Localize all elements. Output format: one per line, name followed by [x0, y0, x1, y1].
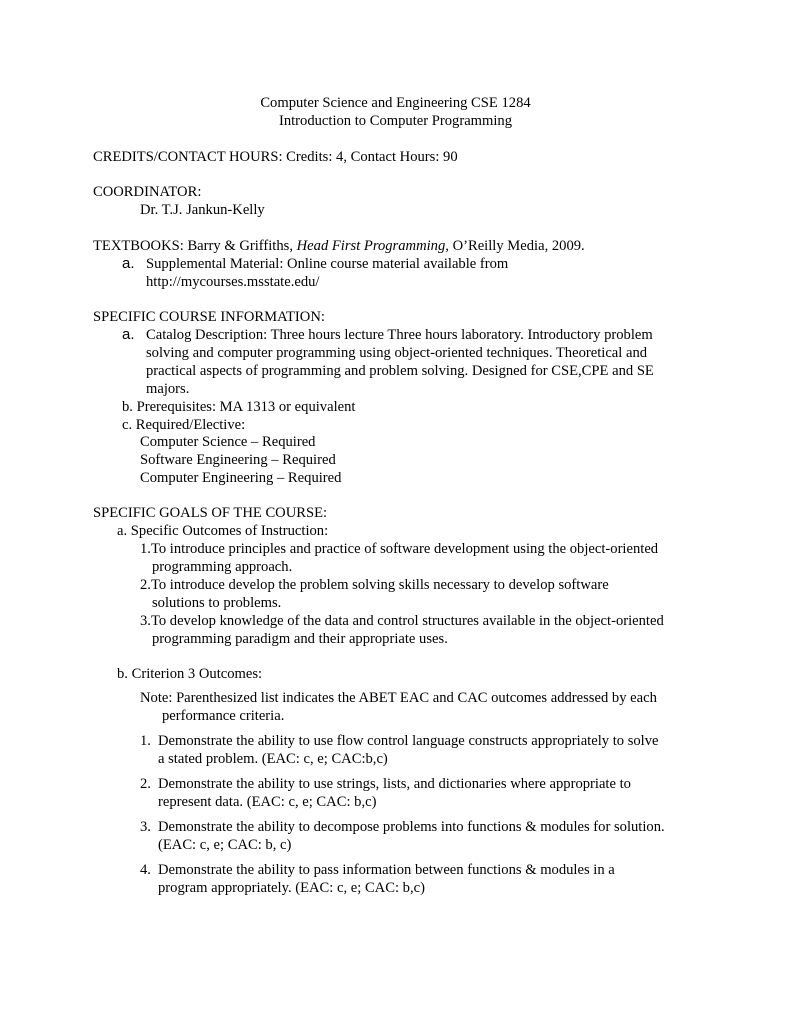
criterion-number: 3. — [140, 819, 151, 835]
criterion-line: Demonstrate the ability to decompose problems into functions & modules for solution. — [158, 819, 665, 835]
criterion-number: 1. — [140, 733, 151, 749]
criterion-number: 2. — [140, 776, 151, 792]
supplement-marker: a. — [122, 255, 135, 272]
note-line-1: Note: Parenthesized list indicates the ABET EAC and CAC outcomes addressed by each — [140, 690, 657, 706]
criterion-line: Demonstrate the ability to pass information between functions & modules in a — [158, 862, 615, 878]
criterion-heading: b. Criterion 3 Outcomes: — [117, 666, 263, 682]
criterion-line: a stated problem. (EAC: c, e; CAC:b,c) — [158, 751, 388, 767]
outcome-line: programming approach. — [152, 559, 293, 575]
outcome-line: solutions to problems. — [152, 595, 282, 611]
outcomes-heading: a. Specific Outcomes of Instruction: — [117, 523, 329, 539]
criterion-line: (EAC: c, e; CAC: b, c) — [158, 837, 292, 853]
criterion-line: Demonstrate the ability to use strings, lists, and dictionaries where appropriate to — [158, 776, 631, 792]
course-subtitle: Introduction to Computer Programming — [278, 113, 513, 129]
supplement-url: http://mycourses.msstate.edu/ — [146, 274, 320, 290]
required-item: Computer Engineering – Required — [140, 470, 342, 486]
catalog-line: solving and computer programming using object-oriented techniques. Theoretical and — [146, 345, 648, 361]
criterion-line: program appropriately. (EAC: c, e; CAC: b,c) — [158, 880, 425, 896]
coordinator-heading: COORDINATOR: — [93, 184, 202, 200]
textbooks-line — [93, 237, 585, 255]
note-line-2: performance criteria. — [162, 708, 285, 724]
required-item: Computer Science – Required — [140, 434, 316, 450]
credits-line: CREDITS/CONTACT HOURS: Credits: 4, Contact Hours: 90 — [93, 149, 458, 165]
required-item: Software Engineering – Required — [140, 452, 336, 468]
catalog-line: majors. — [146, 381, 190, 397]
prerequisites-line: b. Prerequisites: MA 1313 or equivalent — [122, 399, 356, 415]
textbooks-suffix: , O’Reilly Media, 2009. — [445, 238, 585, 254]
outcome-line: programming paradigm and their appropriate uses. — [152, 631, 448, 647]
outcome-line: 3.To develop knowledge of the data and control structures available in the object-oriented — [140, 613, 664, 629]
course-info-heading: SPECIFIC COURSE INFORMATION: — [93, 309, 325, 325]
supplement-line-1: Supplemental Material: Online course material available from — [146, 256, 509, 272]
catalog-line: practical aspects of programming and problem solving. Designed for CSE,CPE and SE — [146, 363, 654, 379]
catalog-line: Catalog Description: Three hours lecture Three hours laboratory. Introductory problem — [146, 327, 653, 343]
textbooks-prefix: TEXTBOOKS: Barry & Griffiths, — [93, 238, 297, 254]
criterion-line: Demonstrate the ability to use flow control language constructs appropriately to solve — [158, 733, 659, 749]
required-elective-heading: c. Required/Elective: — [122, 417, 246, 433]
criterion-line: represent data. (EAC: c, e; CAC: b,c) — [158, 794, 377, 810]
criterion-number: 4. — [140, 862, 151, 878]
goals-heading: SPECIFIC GOALS OF THE COURSE: — [93, 505, 328, 521]
outcome-line: 2.To introduce develop the problem solving skills necessary to develop software — [140, 577, 609, 593]
course-title: Computer Science and Engineering CSE 1284 — [260, 95, 531, 111]
catalog-marker: a. — [122, 326, 135, 343]
textbook-title: Head First Programming — [296, 238, 446, 254]
outcome-line: 1.To introduce principles and practice of software development using the object-oriented — [140, 541, 659, 557]
coordinator-name: Dr. T.J. Jankun-Kelly — [140, 202, 265, 218]
